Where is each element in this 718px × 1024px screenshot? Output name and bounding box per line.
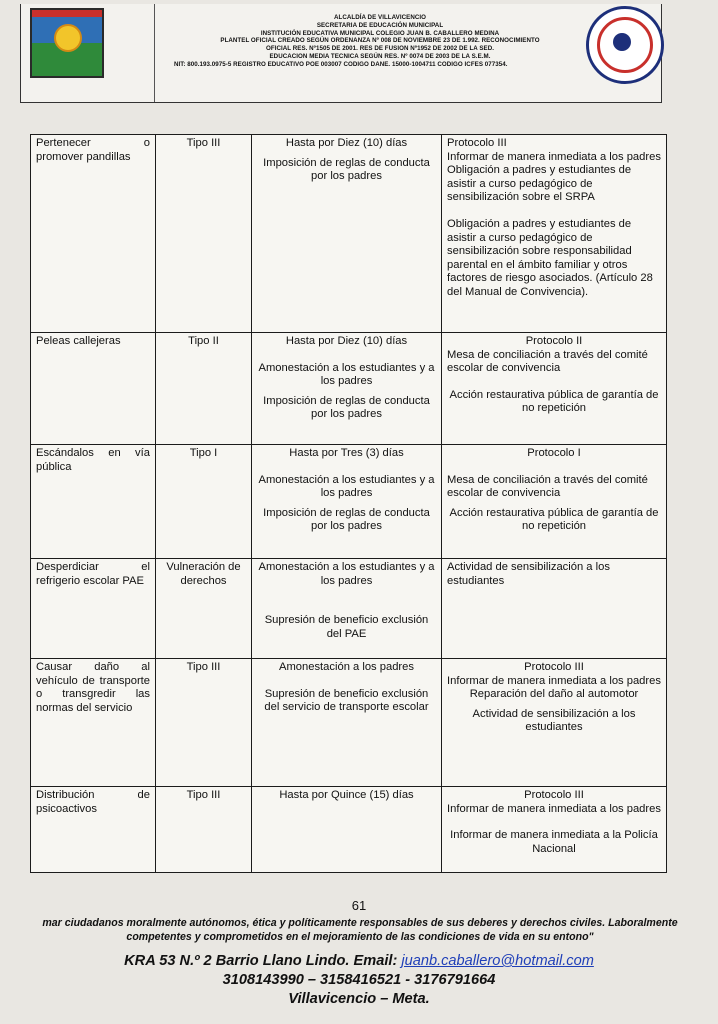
header-line: EDUCACION MEDIA TECNICA SEGÚN RES. Nº 0074 DE 2003 DE LA S.E.M.	[269, 52, 491, 60]
table-row	[31, 445, 667, 559]
institution-motto	[8, 916, 712, 944]
fault-cell: Pertenecer o promover pandillas	[31, 135, 156, 333]
type-cell: Tipo III	[156, 659, 252, 787]
address-line	[0, 952, 718, 971]
table-row	[31, 559, 667, 659]
protocol-cell: Protocolo I Mesa de conciliación a través del comité escolar de convivencia Acción restaurativa pública de garantía de no repetición	[442, 445, 667, 559]
protocol-cell: Protocolo III Informar de manera inmediata a los padres Informar de manera inmediata a la Policía Nacional	[442, 787, 667, 873]
sanctions-table	[30, 134, 667, 873]
sanction-cell: Amonestación a los estudiantes y a los padres Supresión de beneficio exclusión del PAE	[252, 559, 442, 659]
header-nit-line: NIT: 800.193.0975-5 REGISTRO EDUCATIVO POE 003007 CODIGO DANE. 15000-1004711 CODIGO ICFES 077354.	[174, 60, 508, 68]
sanction-cell: Hasta por Diez (10) días Amonestación a los estudiantes y a los padres Imposición de reglas de conducta por los padres	[252, 333, 442, 445]
sanction-cell: Hasta por Tres (3) días Amonestación a los estudiantes y a los padres Imposición de reglas de conducta por los padres	[252, 445, 442, 559]
header-line: PLANTEL OFICIAL CREADO SEGÚN ORDENANZA Nº 008 DE NOVIEMBRE 23 DE 1.992. RECONOCIMIENTO	[220, 37, 540, 45]
municipal-shield-logo	[30, 8, 104, 78]
header-line: ALCALDÍA DE VILLAVICENCIO	[334, 14, 426, 21]
motto-line: mar ciudadanos moralmente autónomos, ética y políticamente responsables de sus deberes y derechos civiles. Laboralmente	[42, 917, 678, 929]
protocol-cell: Protocolo III Informar de manera inmediata a los padres Obligación a padres y estudiantes de asistir a curso pedagógico de sensibilización sobre el SRPA Obligación a padres y estudiantes de asistir a curso pedagógico de sensibilización sobre responsabilidad parental en el ámbito familiar y otros factores de riesgo asociados. (Artículo 28 del Manual de Convivencia).	[442, 135, 667, 333]
table-row	[31, 135, 667, 333]
type-cell: Vulneración de derechos	[156, 559, 252, 659]
protocol-cell: Protocolo II Mesa de conciliación a través del comité escolar de convivencia Acción restaurativa pública de garantía de no repetición	[442, 333, 667, 445]
type-cell: Tipo III	[156, 787, 252, 873]
header-line: INSTITUCIÓN EDUCATIVA MUNICIPAL COLEGIO JUAN B. CABALLERO MEDINA	[260, 29, 500, 37]
protocol-cell: Protocolo III Informar de manera inmediata a los padres Reparación del daño al automotor Actividad de sensibilización a los estudiantes	[442, 659, 667, 787]
motto-line: competentes y comprometidos en el mejoramiento de las condiciones de vida en su entono"	[126, 931, 594, 943]
email-link[interactable]: juanb.caballero@hotmail.com	[401, 953, 594, 969]
letterhead-text	[160, 14, 600, 69]
type-cell: Tipo I	[156, 445, 252, 559]
table-row	[31, 659, 667, 787]
fault-cell: Desperdiciar el refrigerio escolar PAE	[31, 559, 156, 659]
address-text: KRA 53 N.º 2 Barrio Llano Lindo. Email:	[124, 953, 402, 969]
table-row	[31, 787, 667, 873]
table-row	[31, 333, 667, 445]
fault-cell: Causar daño al vehículo de transporte o transgredir las normas del servicio	[31, 659, 156, 787]
sanction-cell: Hasta por Diez (10) días Imposición de reglas de conducta por los padres	[252, 135, 442, 333]
sanction-cell: Hasta por Quince (15) días	[252, 787, 442, 873]
fault-cell: Escándalos en vía pública	[31, 445, 156, 559]
fault-cell: Distribución de psicoactivos	[31, 787, 156, 873]
fault-cell: Peleas callejeras	[31, 333, 156, 445]
protocol-cell: Actividad de sensibilización a los estudiantes	[442, 559, 667, 659]
header-line: OFICIAL RES. Nº1505 DE 2001. RES DE FUSION Nº1952 DE 2002 DE LA SED.	[266, 45, 494, 53]
phone-line: 3108143990 – 3158416521 - 3176791664	[222, 972, 496, 988]
page-number: 61	[351, 898, 367, 913]
letterhead-divider	[154, 4, 155, 102]
city-line: Villavicencio – Meta.	[288, 991, 430, 1007]
sanction-cell: Amonestación a los padres Supresión de beneficio exclusión del servicio de transporte escolar	[252, 659, 442, 787]
header-line: SECRETARIA DE EDUCACIÓN MUNICIPAL	[316, 21, 444, 29]
type-cell: Tipo III	[156, 135, 252, 333]
type-cell: Tipo II	[156, 333, 252, 445]
contact-block	[0, 952, 718, 1009]
